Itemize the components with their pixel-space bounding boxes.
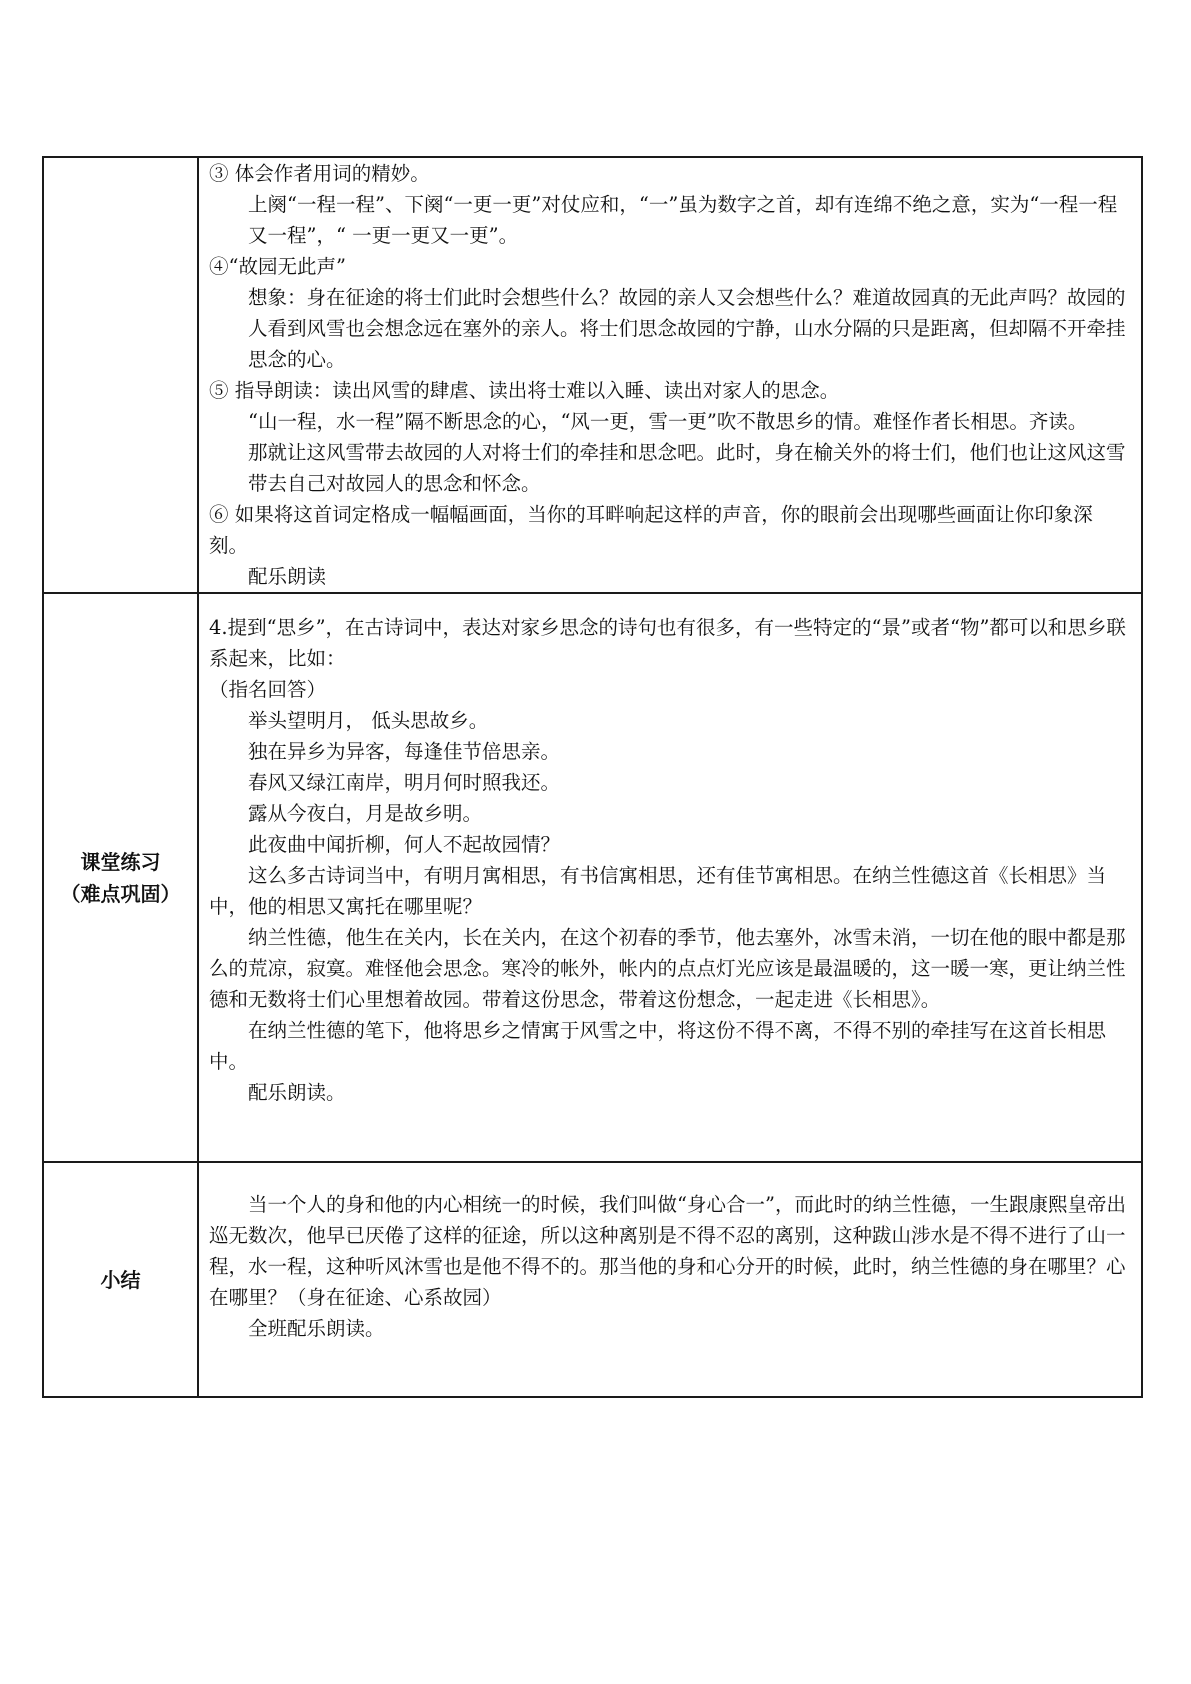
step-6-heading: ⑥ 如果将这首词定格成一幅幅画面，当你的耳畔响起这样的声音，你的眼前会出现哪些画面让你印象深刻。: [209, 503, 1093, 557]
step-5-body-1: “山一程，水一程”隔不断思念的心，“风一更，雪一更”吹不散思乡的情。难怪作者长相思。齐读。: [248, 410, 1088, 433]
summary-paragraph-1: 当一个人的身和他的内心相统一的时候，我们叫做“身心合一”，而此时的纳兰性德，一生跟康熙皇帝出巡无数次，他早已厌倦了这样的征途，所以这种离别是不得不忍的离别，这种跋山涉水是不得不进行了山一程，水一程，这种听风沐雪也是他不得不的。那当他的身和心分开的时候，此时，纳兰性德的身在哪里？心在哪里？（身在征途、心系故园）: [209, 1193, 1126, 1309]
step-4-heading: ④“故园无此声”: [209, 255, 346, 278]
step-5-heading: ⑤ 指导朗读：读出风雪的肆虐、读出将士难以入睡、读出对家人的思念。: [209, 379, 840, 402]
table-row-summary: [43, 1162, 1142, 1397]
poem-line-3: 春风又绿江南岸，明月何时照我还。: [248, 771, 561, 794]
row-label-empty: [43, 157, 198, 593]
practice-paragraph-1: 这么多古诗词当中，有明月寓相思，有书信寓相思，还有佳节寓相思。在纳兰性德这首《长相思》当中，他的相思又寓托在哪里呢？: [209, 864, 1107, 918]
summary-content-cell: [198, 1162, 1142, 1397]
step-3-body: 上阕“一程一程”、下阕“一更一更”对仗应和，“一”虽为数字之首，却有连绵不绝之意，实为“一程一程又一程”，“ 一更一更又一更”。: [248, 193, 1118, 247]
practice-paragraph-3: 在纳兰性德的笔下，他将思乡之情寓于风雪之中，将这份不得不离，不得不别的牵挂写在这首长相思中。: [209, 1019, 1107, 1073]
practice-content: [199, 594, 1141, 1108]
practice-content-cell: [198, 593, 1142, 1162]
poem-line-4: 露从今夜白，月是故乡明。: [248, 802, 483, 825]
lesson-plan-table: [42, 156, 1143, 1398]
step-6-body: 配乐朗读: [248, 565, 327, 588]
poem-line-2: 独在异乡为异客，每逢佳节倍思亲。: [248, 740, 561, 763]
poem-line-5: 此夜曲中闻折柳，何人不起故园情？: [248, 833, 561, 856]
row-label-summary: [43, 1162, 198, 1397]
summary-paragraph-2: 全班配乐朗读。: [248, 1317, 385, 1340]
table-row-activity: [43, 157, 1142, 593]
activity-content: [199, 158, 1141, 592]
activity-content-cell: [198, 157, 1142, 593]
practice-intro: 4.提到“思乡”，在古诗词中，表达对家乡思念的诗句也有很多，有一些特定的“景”或者“物”都可以和思乡联系起来，比如：: [209, 616, 1126, 670]
practice-label-line-2: （难点巩固）: [60, 881, 181, 906]
practice-paragraph-4: 配乐朗读。: [248, 1081, 346, 1104]
step-4-body: 想象：身在征途的将士们此时会想些什么？故园的亲人又会想些什么？难道故园真的无此声吗？故园的人看到风雪也会想念远在塞外的亲人。将士们思念故园的宁静，山水分隔的只是距离，但却隔不开牵挂思念的心。: [248, 286, 1126, 371]
step-5-body-2: 那就让这风雪带去故园的人对将士们的牵挂和思念吧。此时，身在榆关外的将士们，他们也让这风这雪带去自己对故园人的思念和怀念。: [248, 441, 1126, 495]
summary-label: 小结: [100, 1267, 141, 1292]
practice-instruction: （指名回答）: [209, 678, 327, 701]
practice-label-line-1: 课堂练习: [80, 849, 161, 874]
table-row-practice: [43, 593, 1142, 1162]
practice-paragraph-2: 纳兰性德，他生在关内，长在关内，在这个初春的季节，他去塞外，冰雪未消，一切在他的眼中都是那么的荒凉，寂寞。难怪他会思念。寒冷的帐外，帐内的点点灯光应该是最温暖的，这一暖一寒，更让纳兰性德和无数将士们心里想着故园。带着这份思念，带着这份想念，一起走进《长相思》。: [209, 926, 1126, 1011]
summary-content: [199, 1163, 1141, 1344]
poem-line-1: 举头望明月， 低头思故乡。: [248, 709, 489, 732]
row-label-practice: [43, 593, 198, 1162]
step-3-heading: ③ 体会作者用词的精妙。: [209, 162, 430, 185]
